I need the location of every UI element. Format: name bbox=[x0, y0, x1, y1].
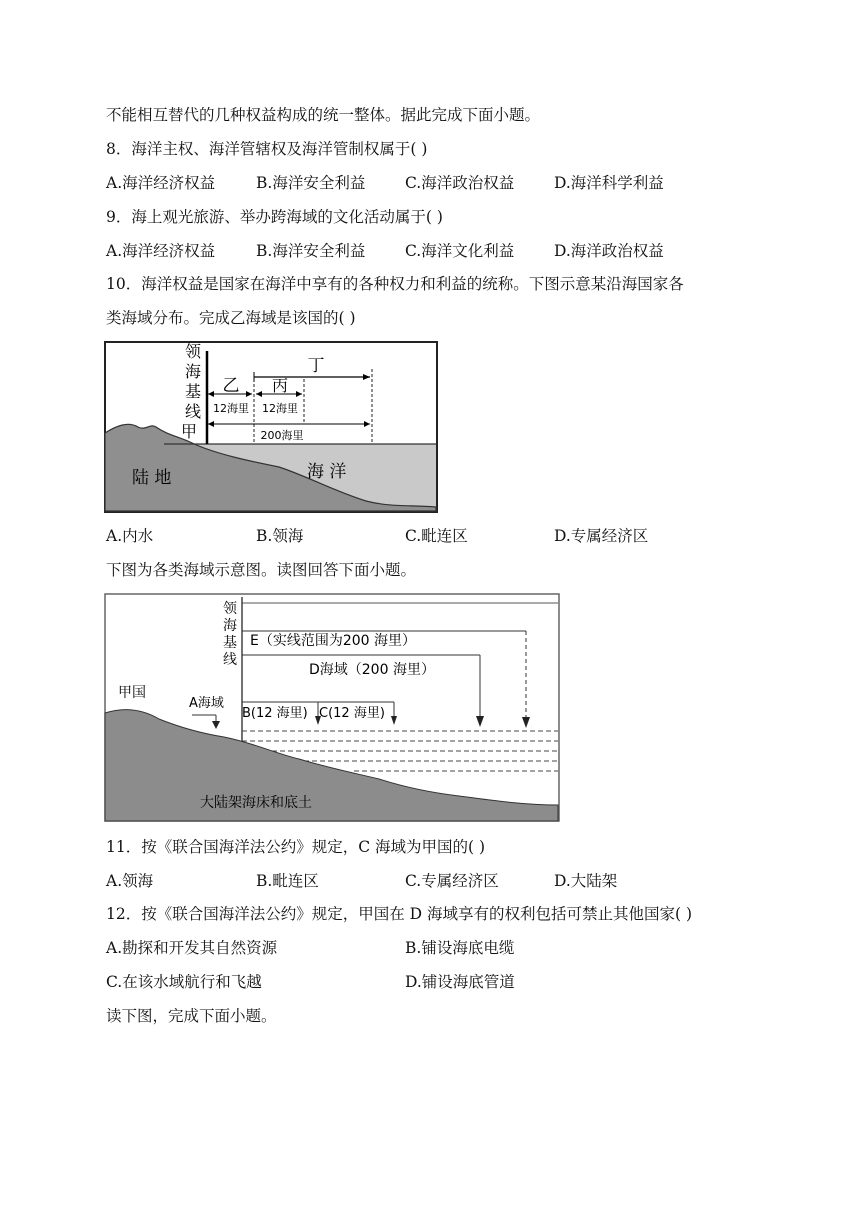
baseline-char-4: 线 bbox=[184, 402, 202, 421]
q8-option-b: B.海洋安全利益 bbox=[256, 174, 366, 192]
question-8: 8．海洋主权、海洋管辖权及海洋管制权属于( ) bbox=[106, 140, 428, 158]
question-9: 9．海上观光旅游、举办跨海域的文化活动属于( ) bbox=[106, 208, 443, 226]
q12-option-d: D.铺设海底管道 bbox=[405, 973, 515, 991]
q11-option-d: D.大陆架 bbox=[554, 872, 618, 890]
baseline-char-2: 海 bbox=[184, 362, 202, 381]
zone-bing-label: 丙 bbox=[271, 376, 289, 395]
baseline2-char-3: 基 bbox=[223, 635, 237, 651]
ocean-label: 海 洋 bbox=[307, 462, 347, 482]
label-b: B(12 海里) bbox=[242, 706, 308, 721]
label-a: A海域 bbox=[189, 696, 224, 711]
q10-option-a: A.内水 bbox=[106, 527, 154, 545]
q9-option-d: D.海洋政治权益 bbox=[554, 242, 664, 260]
distance-200nm: 200海里 bbox=[260, 429, 304, 442]
sea-zones-figure-2 bbox=[104, 593, 560, 823]
intro-tail-text: 不能相互替代的几种权益构成的统一整体。据此完成下面小题。 bbox=[106, 106, 541, 124]
q10-option-c: C.毗连区 bbox=[405, 527, 468, 545]
seabed-label: 大陆架海床和底土 bbox=[200, 795, 312, 811]
country-label: 甲国 bbox=[118, 685, 146, 701]
q11-option-b: B.毗连区 bbox=[256, 872, 319, 890]
q9-option-b: B.海洋安全利益 bbox=[256, 242, 366, 260]
distance-12nm-bing: 12海里 bbox=[262, 402, 298, 415]
q9-option-c: C.海洋文化利益 bbox=[405, 242, 515, 260]
zone-ding-label: 丁 bbox=[307, 356, 325, 376]
baseline-char-5: 甲 bbox=[180, 422, 198, 441]
zone-yi-label: 乙 bbox=[222, 376, 240, 396]
baseline-char-3: 基 bbox=[184, 382, 202, 401]
baseline2-char-2: 海 bbox=[223, 618, 237, 634]
q8-option-a: A.海洋经济权益 bbox=[106, 174, 216, 192]
q10-option-d: D.专属经济区 bbox=[554, 527, 649, 545]
q9-option-a: A.海洋经济权益 bbox=[106, 242, 216, 260]
q8-option-d: D.海洋科学利益 bbox=[554, 174, 664, 192]
baseline2-char-1: 领 bbox=[223, 601, 237, 617]
sea-zones-figure-1 bbox=[104, 341, 438, 513]
figure-2-intro: 下图为各类海域示意图。读图回答下面小题。 bbox=[106, 561, 417, 579]
label-e: E（实线范围为200 海里） bbox=[250, 633, 417, 649]
question-10-line-2: 类海域分布。完成乙海域是该国的( ) bbox=[106, 309, 356, 327]
q11-option-a: A.领海 bbox=[106, 872, 154, 890]
q10-option-b: B.领海 bbox=[256, 527, 304, 545]
q11-option-c: C.专属经济区 bbox=[405, 872, 499, 890]
distance-12nm-yi: 12海里 bbox=[213, 402, 249, 415]
baseline2-char-4: 线 bbox=[223, 652, 237, 668]
label-d: D海域（200 海里） bbox=[309, 662, 435, 678]
q12-option-c: C.在该水域航行和飞越 bbox=[106, 973, 262, 991]
question-10-line-1: 10．海洋权益是国家在海洋中享有的各种权力和利益的统称。下图示意某沿海国家各 bbox=[106, 275, 684, 293]
q12-option-a: A.勘探和开发其自然资源 bbox=[106, 939, 278, 957]
land-label: 陆 地 bbox=[132, 468, 172, 488]
final-instruction: 读下图，完成下面小题。 bbox=[106, 1007, 277, 1025]
question-11: 11．按《联合国海洋法公约》规定，C 海域为甲国的( ) bbox=[106, 838, 486, 856]
label-c: C(12 海里) bbox=[319, 706, 385, 721]
q12-option-b: B.铺设海底电缆 bbox=[405, 939, 515, 957]
q8-option-c: C.海洋政治权益 bbox=[405, 174, 515, 192]
question-12: 12．按《联合国海洋法公约》规定，甲国在 D 海域享有的权利包括可禁止其他国家( ) bbox=[106, 905, 693, 923]
baseline-char-1: 领 bbox=[184, 342, 202, 361]
